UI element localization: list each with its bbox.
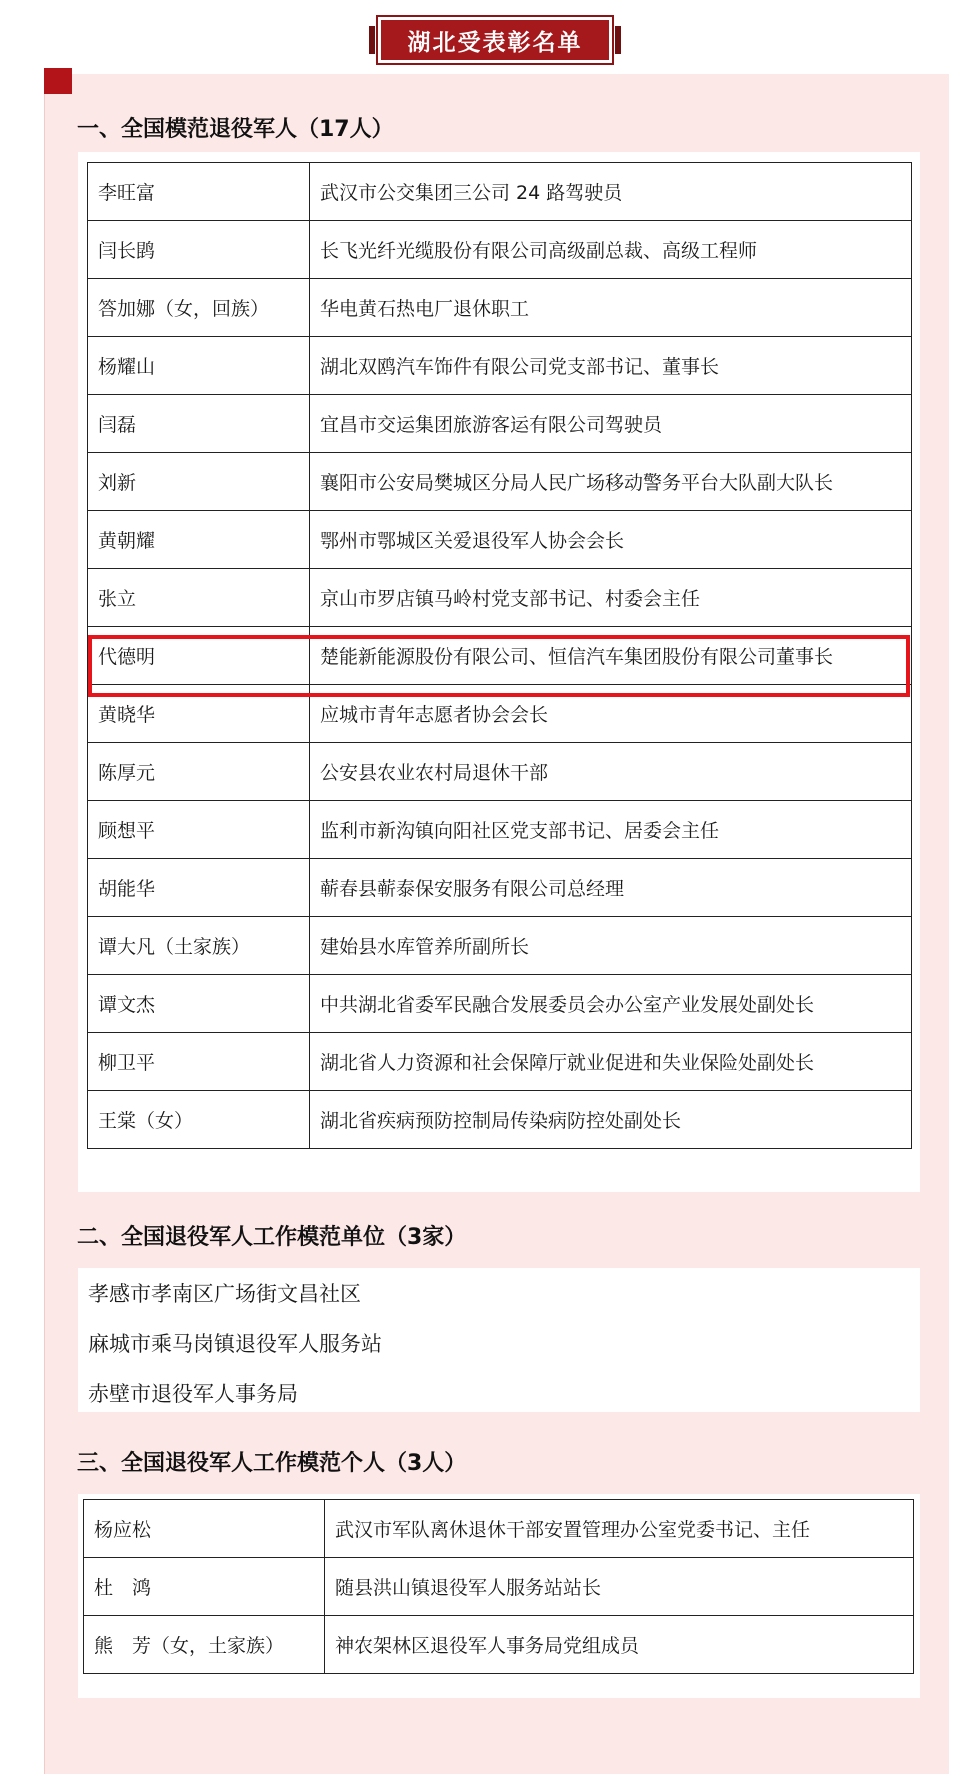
honoree-name: 谭文杰 (88, 975, 310, 1033)
table-row (88, 743, 912, 801)
table-row (88, 279, 912, 337)
table-row (84, 1558, 914, 1616)
honoree-position: 湖北省疾病预防控制局传染病防控处副处长 (310, 1091, 912, 1149)
honoree-name: 代德明 (88, 627, 310, 685)
section2-heading: 二、全国退役军人工作模范单位（3家） (77, 1225, 467, 1250)
honoree-position: 监利市新沟镇向阳社区党支部书记、居委会主任 (310, 801, 912, 859)
honoree-position: 楚能新能源股份有限公司、恒信汽车集团股份有限公司董事长 (310, 627, 912, 685)
section3-heading: 三、全国退役军人工作模范个人（3人） (77, 1451, 467, 1476)
page-title: 湖北受表彰名单 (407, 29, 583, 56)
unit-item: 孝感市孝南区广场街文昌社区 (88, 1282, 361, 1306)
table-row (88, 859, 912, 917)
honoree-name: 顾想平 (88, 801, 310, 859)
table-row (88, 221, 912, 279)
honoree-position: 襄阳市公安局樊城区分局人民广场移动警务平台大队副大队长 (310, 453, 912, 511)
honoree-name: 胡能华 (88, 859, 310, 917)
table-row (84, 1616, 914, 1674)
honoree-position: 武汉市军队离休退休干部安置管理办公室党委书记、主任 (325, 1500, 914, 1558)
honoree-position: 宜昌市交运集团旅游客运有限公司驾驶员 (310, 395, 912, 453)
honoree-position: 鄂州市鄂城区关爱退役军人协会会长 (310, 511, 912, 569)
honoree-name: 熊 芳（女，土家族） (84, 1616, 325, 1674)
honoree-name: 王棠（女） (88, 1091, 310, 1149)
honoree-position: 华电黄石热电厂退休职工 (310, 279, 912, 337)
honoree-name: 李旺富 (88, 163, 310, 221)
table-row (88, 511, 912, 569)
honoree-name: 杜 鸿 (84, 1558, 325, 1616)
honoree-position: 武汉市公交集团三公司 24 路驾驶员 (310, 163, 912, 221)
title-banner (381, 20, 609, 60)
honoree-name: 陈厚元 (88, 743, 310, 801)
honoree-position: 随县洪山镇退役军人服务站站长 (325, 1558, 914, 1616)
table-row (88, 453, 912, 511)
table-row (88, 975, 912, 1033)
table-row (88, 569, 912, 627)
honoree-position: 京山市罗店镇马岭村党支部书记、村委会主任 (310, 569, 912, 627)
honoree-position: 湖北省人力资源和社会保障厅就业促进和失业保险处副处长 (310, 1033, 912, 1091)
honoree-name: 闫长鹍 (88, 221, 310, 279)
table-row (88, 685, 912, 743)
honoree-position: 中共湖北省委军民融合发展委员会办公室产业发展处副处长 (310, 975, 912, 1033)
table-row (88, 163, 912, 221)
section1-table (87, 162, 912, 1149)
honoree-name: 刘新 (88, 453, 310, 511)
honoree-position: 蕲春县蕲泰保安服务有限公司总经理 (310, 859, 912, 917)
honoree-name: 黄晓华 (88, 685, 310, 743)
honoree-position: 湖北双鸥汽车饰件有限公司党支部书记、董事长 (310, 337, 912, 395)
honoree-name: 闫磊 (88, 395, 310, 453)
honoree-position: 长飞光纤光缆股份有限公司高级副总裁、高级工程师 (310, 221, 912, 279)
section1-heading: 一、全国模范退役军人（17人） (77, 117, 394, 142)
honoree-position: 神农架林区退役军人事务局党组成员 (325, 1616, 914, 1674)
table-row (88, 801, 912, 859)
honoree-name: 谭大凡（土家族） (88, 917, 310, 975)
table-row (88, 917, 912, 975)
table-row (84, 1500, 914, 1558)
honoree-name: 柳卫平 (88, 1033, 310, 1091)
unit-item: 赤壁市退役军人事务局 (88, 1382, 298, 1406)
table-row (88, 337, 912, 395)
section3-table (83, 1499, 914, 1674)
honoree-position: 应城市青年志愿者协会会长 (310, 685, 912, 743)
table-row (88, 627, 912, 685)
table-row (88, 395, 912, 453)
corner-decoration (44, 68, 72, 94)
honoree-name: 杨应松 (84, 1500, 325, 1558)
honoree-position: 建始县水库管养所副所长 (310, 917, 912, 975)
honoree-position: 公安县农业农村局退休干部 (310, 743, 912, 801)
table-row (88, 1033, 912, 1091)
honoree-name: 答加娜（女，回族） (88, 279, 310, 337)
honoree-name: 杨耀山 (88, 337, 310, 395)
honoree-name: 黄朝耀 (88, 511, 310, 569)
honoree-name: 张立 (88, 569, 310, 627)
unit-item: 麻城市乘马岗镇退役军人服务站 (88, 1332, 382, 1356)
table-row (88, 1091, 912, 1149)
